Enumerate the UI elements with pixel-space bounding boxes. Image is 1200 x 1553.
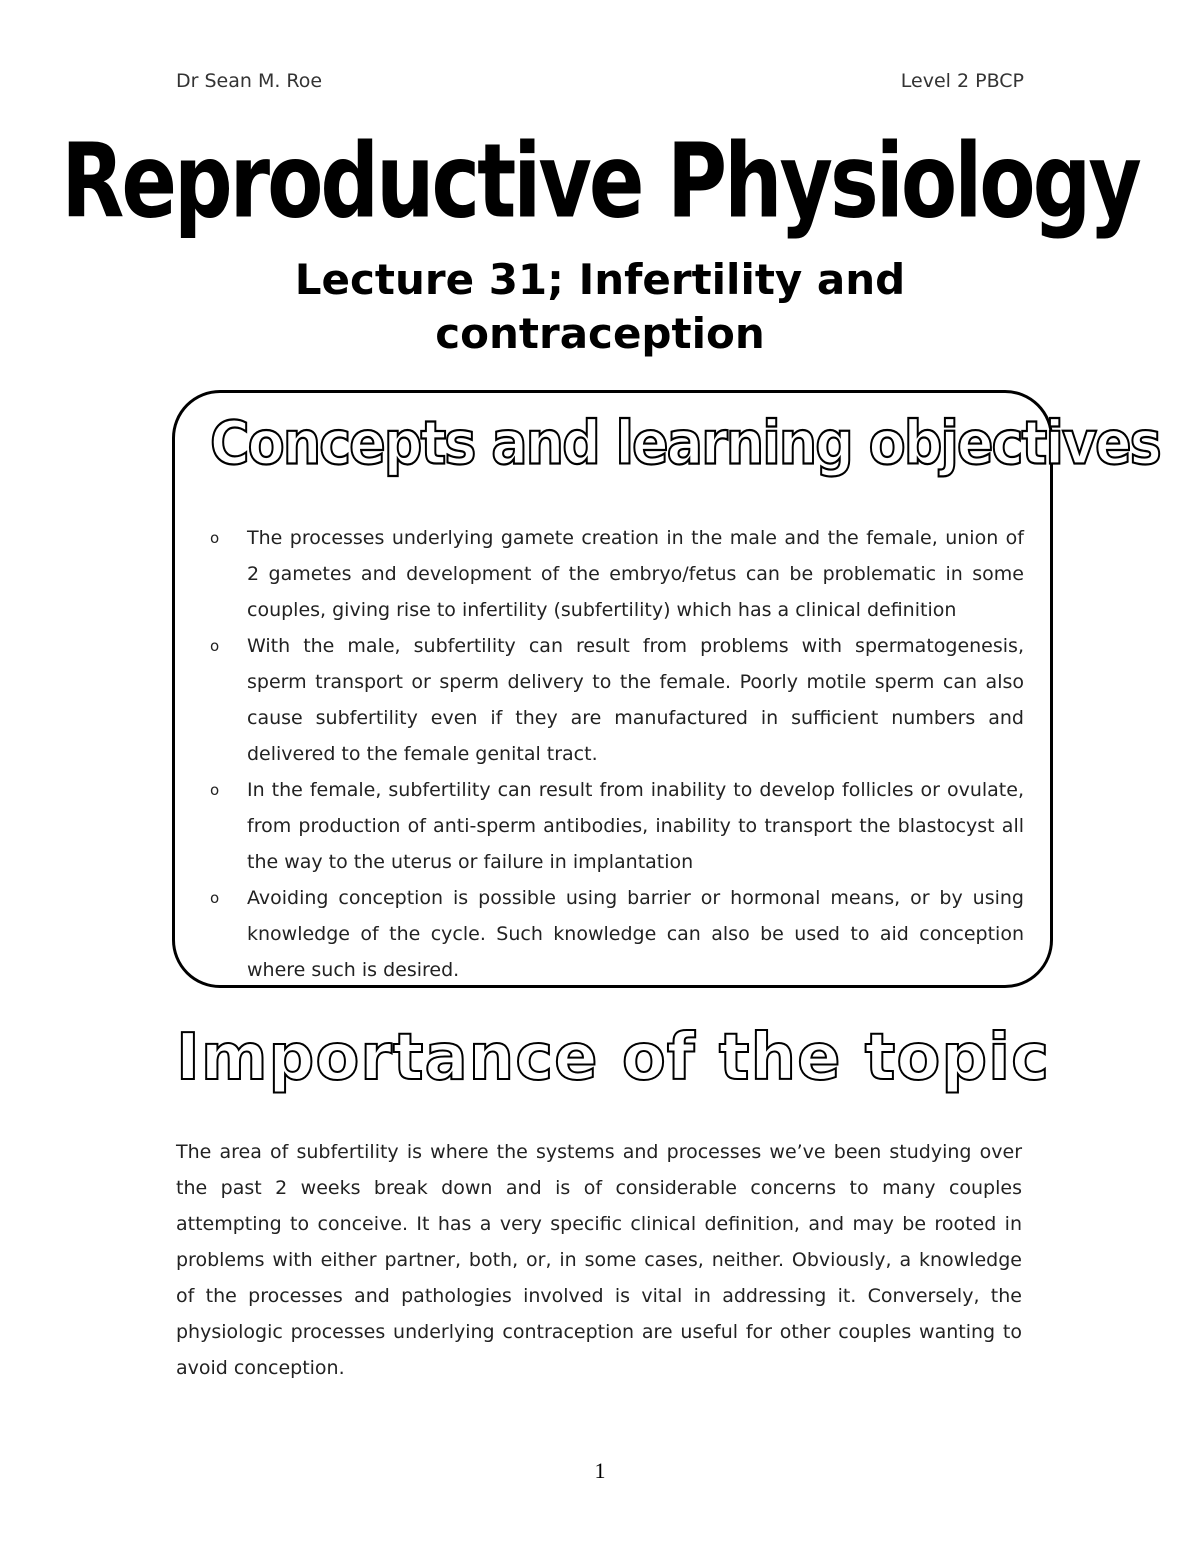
importance-heading: Importance of the topic <box>176 1021 1050 1095</box>
header-author: Dr Sean M. Roe <box>176 70 323 92</box>
importance-body: The area of subfertility is where the systems and processes we’ve been studying over the past 2 weeks break down and is of considerable concerns to many couples attempting to conceive. It has a very specific clinical definition, and may be rooted in problems with either partner, both, or, in some cases, neither. Obviously, a knowledge of the processes and pathologies involved is vital in addressing it. Conversely, the physiologic processes underlying contraception are useful for other couples wanting to avoid conception. <box>176 1141 1022 1379</box>
objectives-list <box>210 520 1024 988</box>
objective-item <box>210 520 1024 628</box>
objective-text: In the female, subfertility can result from inability to develop follicles or ovulate, from production of anti-sperm antibodies, inability to transport the blastocyst all the way to the uterus or failure in implantation <box>247 779 1024 873</box>
bullet-icon: o <box>210 781 220 799</box>
objective-text: With the male, subfertility can result from problems with spermatogenesis, sperm transport or sperm delivery to the female. Poorly motile sperm can also cause subfertility even if they are manufactured in sufficient numbers and delivered to the female genital tract. <box>247 635 1024 765</box>
header-course: Level 2 PBCP <box>900 70 1024 92</box>
objective-text: Avoiding conception is possible using barrier or hormonal means, or by using knowledge of the cycle. Such knowledge can also be used to aid conception where such is desired. <box>247 887 1024 981</box>
lecture-title: Lecture 31; Infertility and contraception <box>294 255 906 358</box>
objective-item <box>210 772 1024 880</box>
bullet-icon: o <box>210 529 220 547</box>
document-title: Reproductive Physiology <box>61 122 1139 242</box>
objective-text: The processes underlying gamete creation in the male and the female, union of 2 gametes and development of the embryo/fetus can be problematic in some couples, giving rise to infertility (subfertility) which has a clinical definition <box>247 527 1024 621</box>
objectives-heading: Concepts and learning objectives <box>210 408 1160 478</box>
bullet-icon: o <box>210 637 220 655</box>
objective-item <box>210 880 1024 988</box>
bullet-icon: o <box>210 889 220 907</box>
page-number: 1 <box>594 1458 606 1483</box>
objective-item <box>210 628 1024 772</box>
